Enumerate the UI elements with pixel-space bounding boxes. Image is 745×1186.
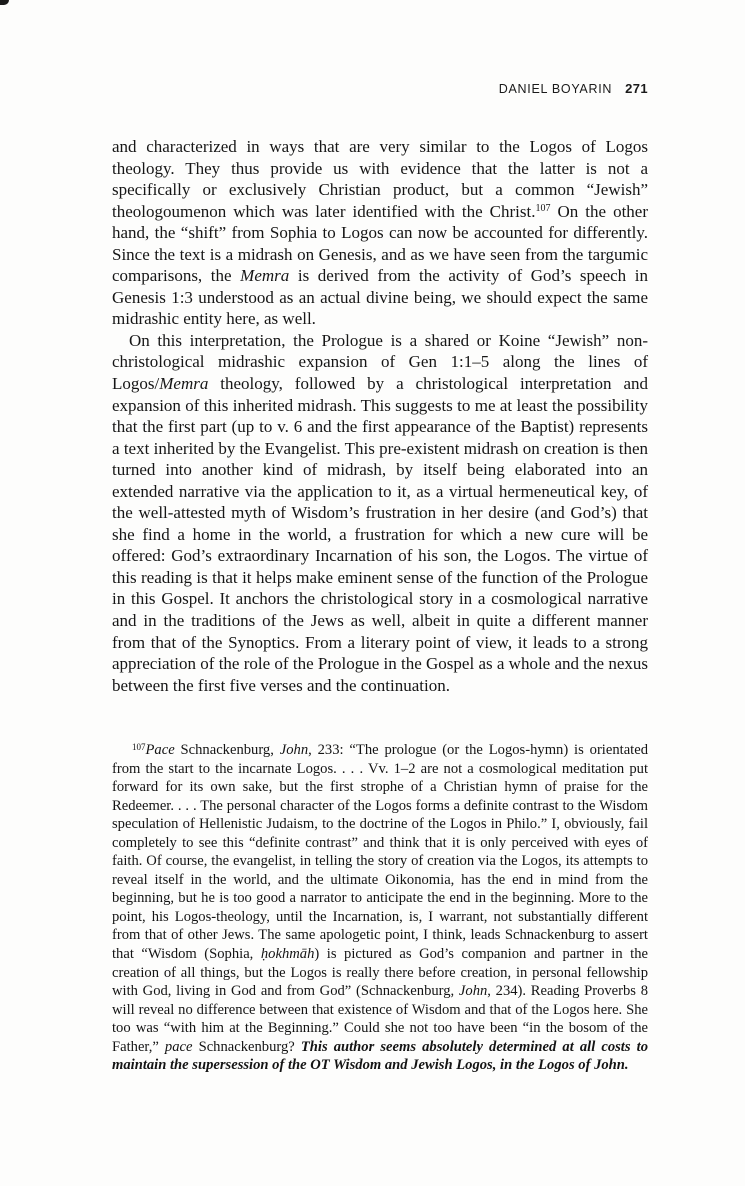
- footnote-block: [112, 741, 648, 1075]
- body-paragraph-2: On this interpretation, the Prologue is a shared or Koine “Jewish” non-christological midrashic expansion of Gen 1:1–5 along the lines of Logos/Memra theology, followed by a christological interpretation and expansion of this inherited midrash. This suggests to me at least the possibility that the first part (up to v. 6 and the first appearance of the Baptist) represents a text inherited by the Evangelist. This pre-existent midrash on creation is then turned into another kind of midrash, by itself being elaborated into an extended narrative via the application to it, as a virtual hermeneutical key, of the well-attested myth of Wisdom’s frustration in her desire (and God’s) that she find a home in the world, a frustration for which a new cure will be offered: God’s extraordinary Incarnation of his son, the Logos. The virtue of this reading is that it helps make eminent sense of the function of the Prologue in this Gospel. It anchors the christological story in a cosmological narrative and in the traditions of the Jews as well, albeit in quite a different manner from that of the Synoptics. From a literary point of view, it leads to a strong appreciation of the role of the Prologue in the Gospel as a whole and the nexus between the first five verses and the continuation.: [112, 330, 648, 695]
- running-head: [112, 81, 648, 96]
- running-head-author: DANIEL BOYARIN: [498, 82, 613, 96]
- footnote-107: $^{107}$Pace Schnackenburg, John, 233: “The prologue (or the Logos-hymn) is orientated from the start to the incarnate Logos. . . . Vv. 1–2 are not a cosmological meditation put forward for its own sake, but the first strophe of a Christian hymn of praise for the Redeemer. . . . The personal character of the Logos forms a definite contrast to the Wisdom speculation of Hellenistic Judaism, to the doctrine of the Logos in Philo.” I, obviously, fail completely to see this “definite contrast” and think that it is only perceived with eyes of faith. Of course, the evangelist, in telling the story of creation via the Logos, its attempts to reveal itself in the world, and the ultimate Oikonomia, has the end in mind from the beginning, but he is too good a narrator to anticipate the end in the beginning. More to the point, his Logos-theology, until the Incarnation, is, I warrant, not substantially different from that of other Jews. The same apologetic point, I think, leads Schnackenburg to assert that “Wisdom (Sophia, ḥokhmāh) is pictured as God’s companion and partner in the creation of all things, but the Logos is really there before creation, in personal fellowship with God, living in God and from God” (Schnackenburg, John, 234). Reading Proverbs 8 will reveal no difference between that existence of Wisdom and that of the Logos here. She too was “with him at the Beginning.” Could she not too have been “in the bosom of the Father,” pace Schnackenburg? This author seems absolutely determined at all costs to maintain the supersession of the OT Wisdom and Jewish Logos, in the Logos of John.: [112, 742, 648, 1074]
- body-paragraph-1: and characterized in ways that are very similar to the Logos of Logos theology. They thus provide us with evidence that the latter is not a specifically or exclusively Christian product, but a common “Jewish” theologoumenon which was later identified with the Christ.$^{107}$ On the other hand, the “shift” from Sophia to Logos can now be accounted for differently. Since the text is a midrash on Genesis, and as we have seen from the targumic comparisons, the Memra is derived from the activity of God’s speech in Genesis 1:3 understood as an actual divine being, we should expect the same midrashic entity here, as well.: [112, 137, 648, 329]
- article-body: [112, 136, 648, 696]
- scan-corner-artifact: [0, 0, 9, 5]
- page-number: 271: [625, 81, 648, 96]
